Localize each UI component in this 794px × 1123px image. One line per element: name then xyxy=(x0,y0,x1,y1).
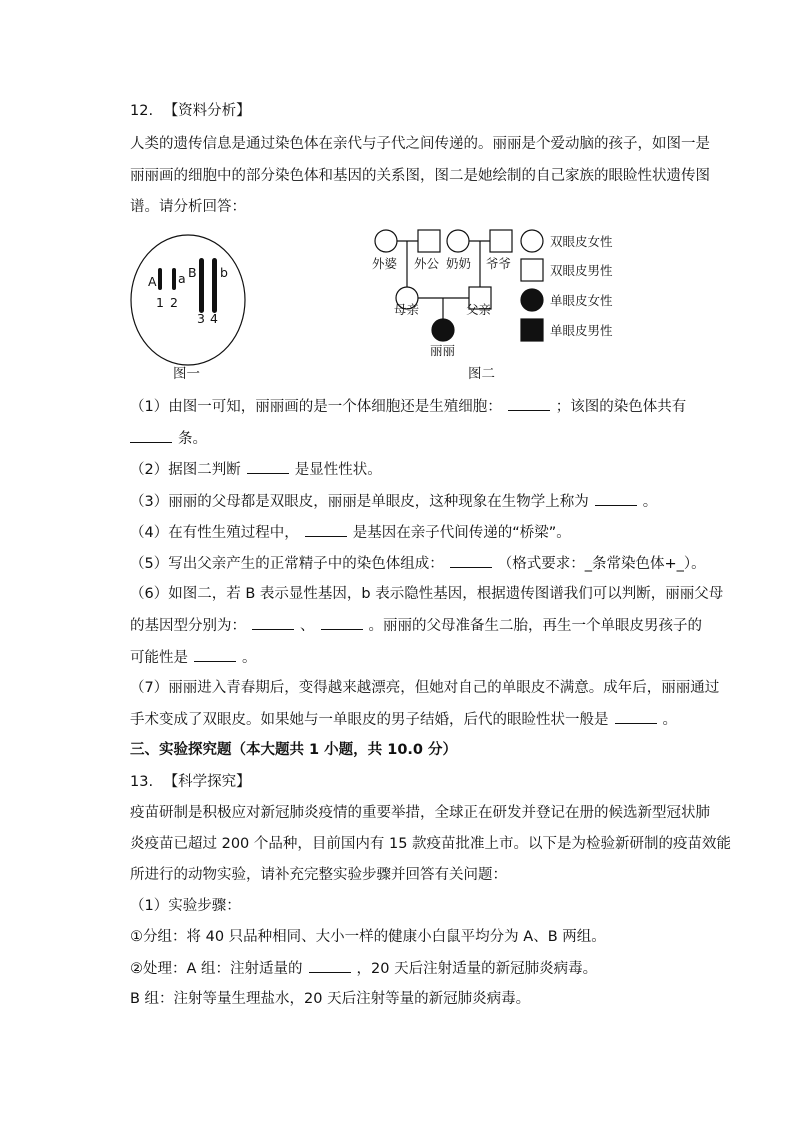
q12-sub7-text-c: 。 xyxy=(662,712,677,728)
legend-double-eyelid-male-icon xyxy=(521,259,543,281)
q12-sub1-text-b: ；该图的染色体共有 xyxy=(555,399,687,415)
chromosome-1 xyxy=(158,268,162,290)
legend-double-eyelid-male: 双眼皮男性 xyxy=(550,263,613,278)
chromosome-2 xyxy=(172,268,176,290)
q12-heading xyxy=(130,101,251,121)
yeye-label: 爷爷 xyxy=(486,256,512,271)
answer-blank-10[interactable] xyxy=(615,709,657,724)
q13-para-line1: 疫苗研制是积极应对新冠肺炎疫情的重要举措，全球正在研发并登记在册的候选新型冠状肺 xyxy=(130,805,710,821)
legend-single-eyelid-male: 单眼皮男性 xyxy=(550,323,613,338)
chromosome-2-number: 2 xyxy=(170,295,178,310)
chromosome-1-number: 1 xyxy=(156,295,164,310)
q12-sub6-text-e: 可能性是 xyxy=(130,650,188,666)
answer-blank-11[interactable] xyxy=(309,958,351,973)
chromosome-4-number: 4 xyxy=(210,311,218,326)
chromosome-3 xyxy=(199,258,204,313)
q12-sub4-text-a: （4）在有性生殖过程中， xyxy=(130,525,299,541)
q13-step-title: （1）实验步骤： xyxy=(130,898,241,914)
q12-sub1-line1 xyxy=(130,396,686,417)
answer-blank-7[interactable] xyxy=(252,615,294,630)
q12-sub6-line2 xyxy=(130,615,702,636)
q12-sub1-line2 xyxy=(130,428,207,449)
q12-sub4 xyxy=(130,522,571,543)
lili-label: 丽丽 xyxy=(430,343,456,358)
q13-para-line2: 炎疫苗已超过 200 个品种，目前国内有 15 款疫苗批准上市。以下是为检验新研制的疫苗效能 xyxy=(130,836,732,852)
q12-sub5-text-a: （5）写出父亲产生的正常精子中的染色体组成： xyxy=(130,556,444,572)
figure-2-pedigree xyxy=(360,225,650,360)
nainai-symbol xyxy=(447,230,469,252)
gene-b-label: b xyxy=(220,265,228,280)
gene-B-label: B xyxy=(188,265,197,280)
legend-single-eyelid-female-icon xyxy=(521,289,543,311)
q12-sub1-text-c: 条。 xyxy=(178,431,207,447)
q12-sub6-text-b: 的基因型分别为： xyxy=(130,618,246,634)
gene-a-label: a xyxy=(178,271,186,286)
answer-blank-5[interactable] xyxy=(305,522,347,537)
chromosome-4 xyxy=(212,258,217,313)
q12-tag: 【资料分析】 xyxy=(163,103,251,119)
q13-step3: B 组：注射等量生理盐水，20 天后注射等量的新冠肺炎病毒。 xyxy=(130,991,531,1007)
q12-intro-line2: 丽丽画的细胞中的部分染色体和基因的关系图，图二是她绘制的自己家族的眼睑性状遗传图 xyxy=(130,168,710,184)
q12-sub6-text-f: 。 xyxy=(242,650,257,666)
answer-blank-8[interactable] xyxy=(321,615,363,630)
q12-intro-line3: 谱。请分析回答： xyxy=(130,199,246,215)
lili-symbol xyxy=(432,319,454,341)
q13-step2-text-b: ，20 天后注射适量的新冠肺炎病毒。 xyxy=(356,961,598,977)
figure-1-cell-diagram xyxy=(128,230,248,370)
legend-single-eyelid-female: 单眼皮女性 xyxy=(550,293,613,308)
answer-blank-6[interactable] xyxy=(450,553,492,568)
q13-number: 13. xyxy=(130,774,154,790)
fuqin-label: 父亲 xyxy=(466,302,492,317)
muqin-label: 母亲 xyxy=(394,302,420,317)
q13-heading xyxy=(130,772,251,792)
q12-sub4-text-b: 是基因在亲子代间传递的“桥梁”。 xyxy=(352,525,571,541)
q12-sub6-line1: （6）如图二，若 B 表示显性基因，b 表示隐性基因，根据遗传图谱我们可以判断，丽丽父母 xyxy=(130,586,724,602)
waigong-label: 外公 xyxy=(414,256,440,271)
q12-sub6-text-c: 、 xyxy=(300,618,315,634)
q12-sub3-text-b: 。 xyxy=(642,494,658,510)
section-3-heading: 三、实验探究题（本大题共 1 小题，共 10.0 分） xyxy=(130,742,458,758)
q13-para-line3: 所进行的动物实验，请补充完整实验步骤并回答有关问题： xyxy=(130,867,507,883)
q13-step2 xyxy=(130,958,597,979)
answer-blank-2[interactable] xyxy=(130,428,172,443)
nainai-label: 奶奶 xyxy=(446,256,472,271)
q13-step1: ①分组：将 40 只品种相同、大小一样的健康小白鼠平均分为 A、B 两组。 xyxy=(130,929,606,945)
q12-sub6-text-d: 。丽丽的父母准备生二胎，再生一个单眼皮男孩子的 xyxy=(368,618,702,634)
legend-single-eyelid-male-icon xyxy=(521,319,543,341)
q12-sub7-text-b: 手术变成了双眼皮。如果她与一单眼皮的男子结婚，后代的眼睑性状一般是 xyxy=(130,712,609,728)
answer-blank-9[interactable] xyxy=(194,647,236,662)
figure-1-caption: 图一 xyxy=(173,366,200,382)
q12-sub2-text-a: （2）据图二判断 xyxy=(130,462,241,478)
q12-sub2-text-b: 是显性性状。 xyxy=(294,462,382,478)
q13-tag: 【科学探究】 xyxy=(163,774,251,790)
q12-sub6-line3 xyxy=(130,647,257,668)
figure-2-caption: 图二 xyxy=(468,366,495,382)
yeye-symbol xyxy=(490,230,512,252)
legend-double-eyelid-female: 双眼皮女性 xyxy=(550,234,613,249)
waipo-symbol xyxy=(375,230,397,252)
cell-outline xyxy=(131,235,245,365)
q12-sub7-line1: （7）丽丽进入青春期后，变得越来越漂亮，但她对自己的单眼皮不满意。成年后，丽丽通过 xyxy=(130,680,720,696)
q12-sub5-text-b: （格式要求：_条常染色体+_）。 xyxy=(497,556,706,572)
q12-sub1-text-a: （1）由图一可知，丽丽画的是一个体细胞还是生殖细胞： xyxy=(130,399,502,415)
q12-sub2 xyxy=(130,459,382,480)
q13-step2-text-a: ②处理：A 组：注射适量的 xyxy=(130,961,303,977)
q12-sub3-text-a: （3）丽丽的父母都是双眼皮，丽丽是单眼皮，这种现象在生物学上称为 xyxy=(130,494,589,510)
waipo-label: 外婆 xyxy=(372,256,398,271)
legend-double-eyelid-female-icon xyxy=(521,230,543,252)
gene-A-label: A xyxy=(148,274,157,289)
q12-sub5 xyxy=(130,553,706,574)
answer-blank-3[interactable] xyxy=(247,459,289,474)
answer-blank-4[interactable] xyxy=(595,491,637,506)
q12-sub7-line2 xyxy=(130,709,677,730)
q12-intro-line1: 人类的遗传信息是通过染色体在亲代与子代之间传递的。丽丽是个爱动脑的孩子，如图一是 xyxy=(130,136,710,152)
answer-blank-1[interactable] xyxy=(508,396,550,411)
q12-sub3 xyxy=(130,491,657,512)
q12-number: 12. xyxy=(130,103,154,119)
waigong-symbol xyxy=(418,230,440,252)
chromosome-3-number: 3 xyxy=(197,311,205,326)
